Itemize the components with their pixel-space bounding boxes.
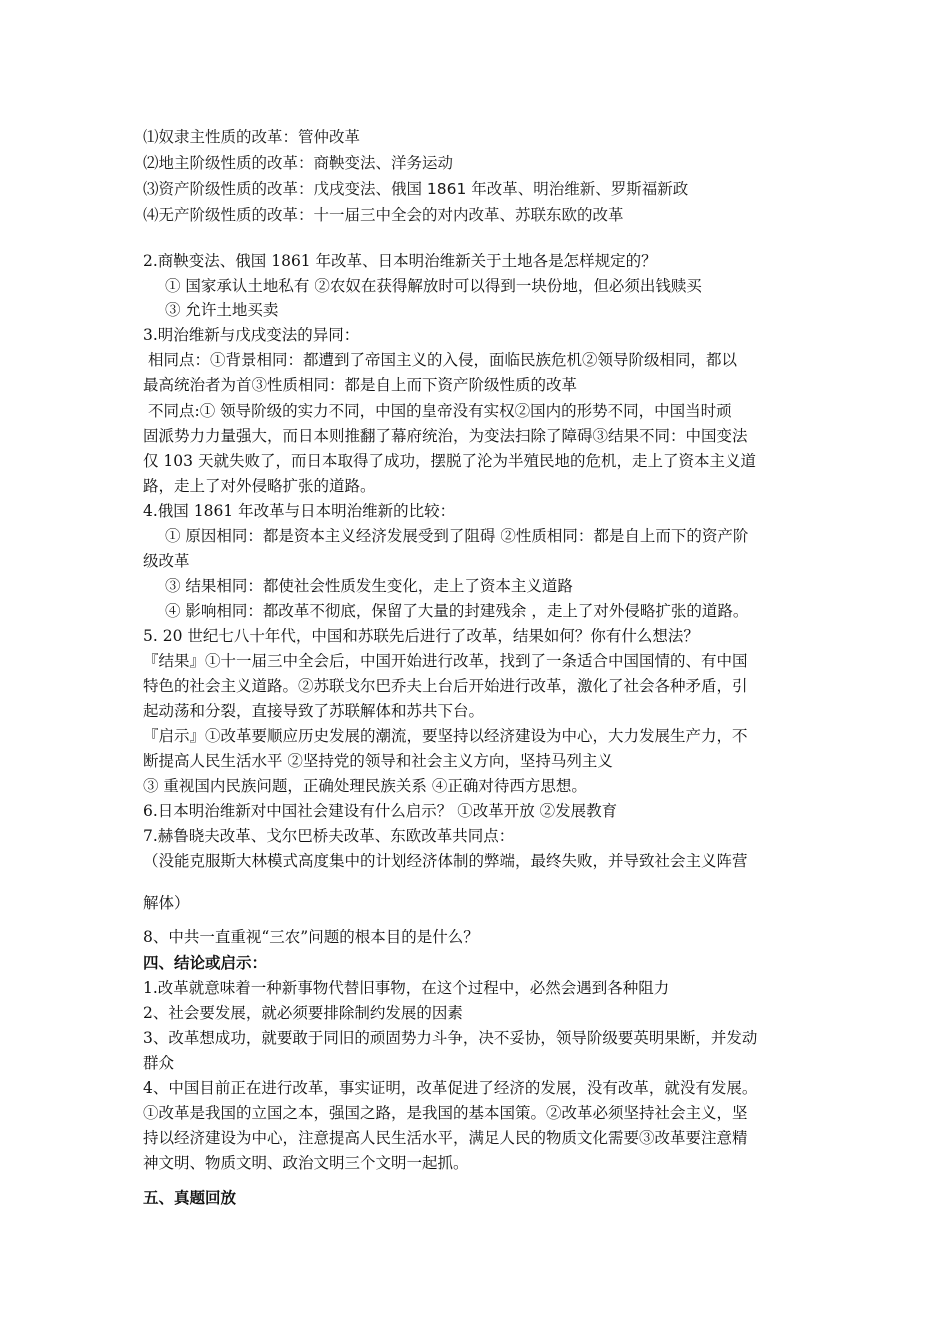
text-line: 路，走上了对外侵略扩张的道路。 xyxy=(143,477,376,495)
text-line: 特色的社会主义道路。②苏联戈尔巴乔夫上台后开始进行改革，激化了社会各种矛盾，引 xyxy=(143,677,748,695)
text-line: 起动荡和分裂，直接导致了苏联解体和苏共下台。 xyxy=(143,702,485,720)
answer-line: ③ 允许土地买卖 xyxy=(165,301,279,319)
text-line: 2、社会要发展，就必须要排除制约发展的因素 xyxy=(143,1004,463,1022)
text-line: ① 原因相同：都是资本主义经济发展受到了阻碍 ②性质相同：都是自上而下的资产阶 xyxy=(165,527,749,545)
reform-type-line: ⑴奴隶主性质的改革：管仲改革 xyxy=(143,128,361,146)
question-6: 6.日本明治维新对中国社会建设有什么启示？ ①改革开放 ②发展教育 xyxy=(143,802,618,820)
text-line: 1.改革就意味着一种新事物代替旧事物，在这个过程中，必然会遇到各种阻力 xyxy=(143,979,670,997)
text-line: 3、改革想成功，就要敢于同旧的顽固势力斗争，决不妥协，领导阶级要英明果断，并发动 xyxy=(143,1029,758,1047)
text-line: 持以经济建设为中心，注意提高人民生活水平，满足人民的物质文化需要③改革要注意精 xyxy=(143,1129,748,1147)
text-line: ③ 结果相同：都使社会性质发生变化，走上了资本主义道路 xyxy=(165,577,573,595)
text-line: 不同点:① 领导阶级的实力不同，中国的皇帝没有实权②国内的形势不同，中国当时顽 xyxy=(148,402,732,420)
text-line: 神文明、物质文明、政治文明三个文明一起抓。 xyxy=(143,1154,469,1172)
text-line: ④ 影响相同：都改革不彻底，保留了大量的封建残余 ，走上了对外侵略扩张的道路。 xyxy=(165,602,749,620)
text-line: ①改革是我国的立国之本，强国之路，是我国的基本国策。②改革必须坚持社会主义，坚 xyxy=(143,1104,748,1122)
text-line: ③ 重视国内民族问题，正确处理民族关系 ④正确对待西方思想。 xyxy=(143,777,587,795)
question-4: 4.俄国 1861 年改革与日本明治维新的比较： xyxy=(143,502,456,520)
section-heading-5: 五、真题回放 xyxy=(143,1188,237,1207)
text-line: 相同点：①背景相同：都遭到了帝国主义的入侵，面临民族危机②领导阶级相同，都以 xyxy=(148,351,738,369)
text-line: （没能克服斯大林模式高度集中的计划经济体制的弊端，最终失败，并导致社会主义阵营 xyxy=(143,852,748,870)
text-line: 『结果』①十一届三中全会后，中国开始进行改革，找到了一条适合中国国情的、有中国 xyxy=(143,652,748,670)
text-line: 4、中国目前正在进行改革，事实证明，改革促进了经济的发展，没有改革，就没有发展。 xyxy=(143,1079,758,1097)
text-line: 『启示』①改革要顺应历史发展的潮流，要坚持以经济建设为中心，大力发展生产力，不 xyxy=(143,727,748,745)
text-line: 级改革 xyxy=(143,552,190,570)
question-2: 2.商鞅变法、俄国 1861 年改革、日本明治维新关于土地各是怎样规定的？ xyxy=(143,252,657,270)
text-line: 固派势力力量强大，而日本则推翻了幕府统治，为变法扫除了障碍③结果不同：中国变法 xyxy=(143,427,748,445)
answer-line: ① 国家承认土地私有 ②农奴在获得解放时可以得到一块份地，但必须出钱赎买 xyxy=(165,277,702,295)
reform-type-line: ⑷无产阶级性质的改革：十一届三中全会的对内改革、苏联东欧的改革 xyxy=(143,206,624,224)
text-line: 最高统治者为首③性质相同：都是自上而下资产阶级性质的改革 xyxy=(143,376,578,394)
text-line: 断提高人民生活水平 ②坚持党的领导和社会主义方向，坚持马列主义 xyxy=(143,752,613,770)
question-5: 5. 20 世纪七八十年代，中国和苏联先后进行了改革，结果如何？你有什么想法？ xyxy=(143,627,699,645)
text-line: 仅 103 天就失败了，而日本取得了成功，摆脱了沦为半殖民地的危机，走上了资本主义道 xyxy=(143,452,756,470)
question-7: 7.赫鲁晓夫改革、戈尔巴桥夫改革、东欧改革共同点： xyxy=(143,827,515,845)
question-8: 8、中共一直重视“三农”问题的根本目的是什么？ xyxy=(143,928,479,946)
reform-type-line: ⑵地主阶级性质的改革：商鞅变法、洋务运动 xyxy=(143,154,454,172)
question-3: 3.明治维新与戊戌变法的异同： xyxy=(143,326,360,344)
reform-type-line: ⑶资产阶级性质的改革：戊戌变法、俄国 1861 年改革、明治维新、罗斯福新政 xyxy=(143,180,689,198)
section-heading-4: 四、结论或启示： xyxy=(143,953,268,972)
text-line: 群众 xyxy=(143,1054,175,1072)
text-line: 解体） xyxy=(143,894,190,912)
